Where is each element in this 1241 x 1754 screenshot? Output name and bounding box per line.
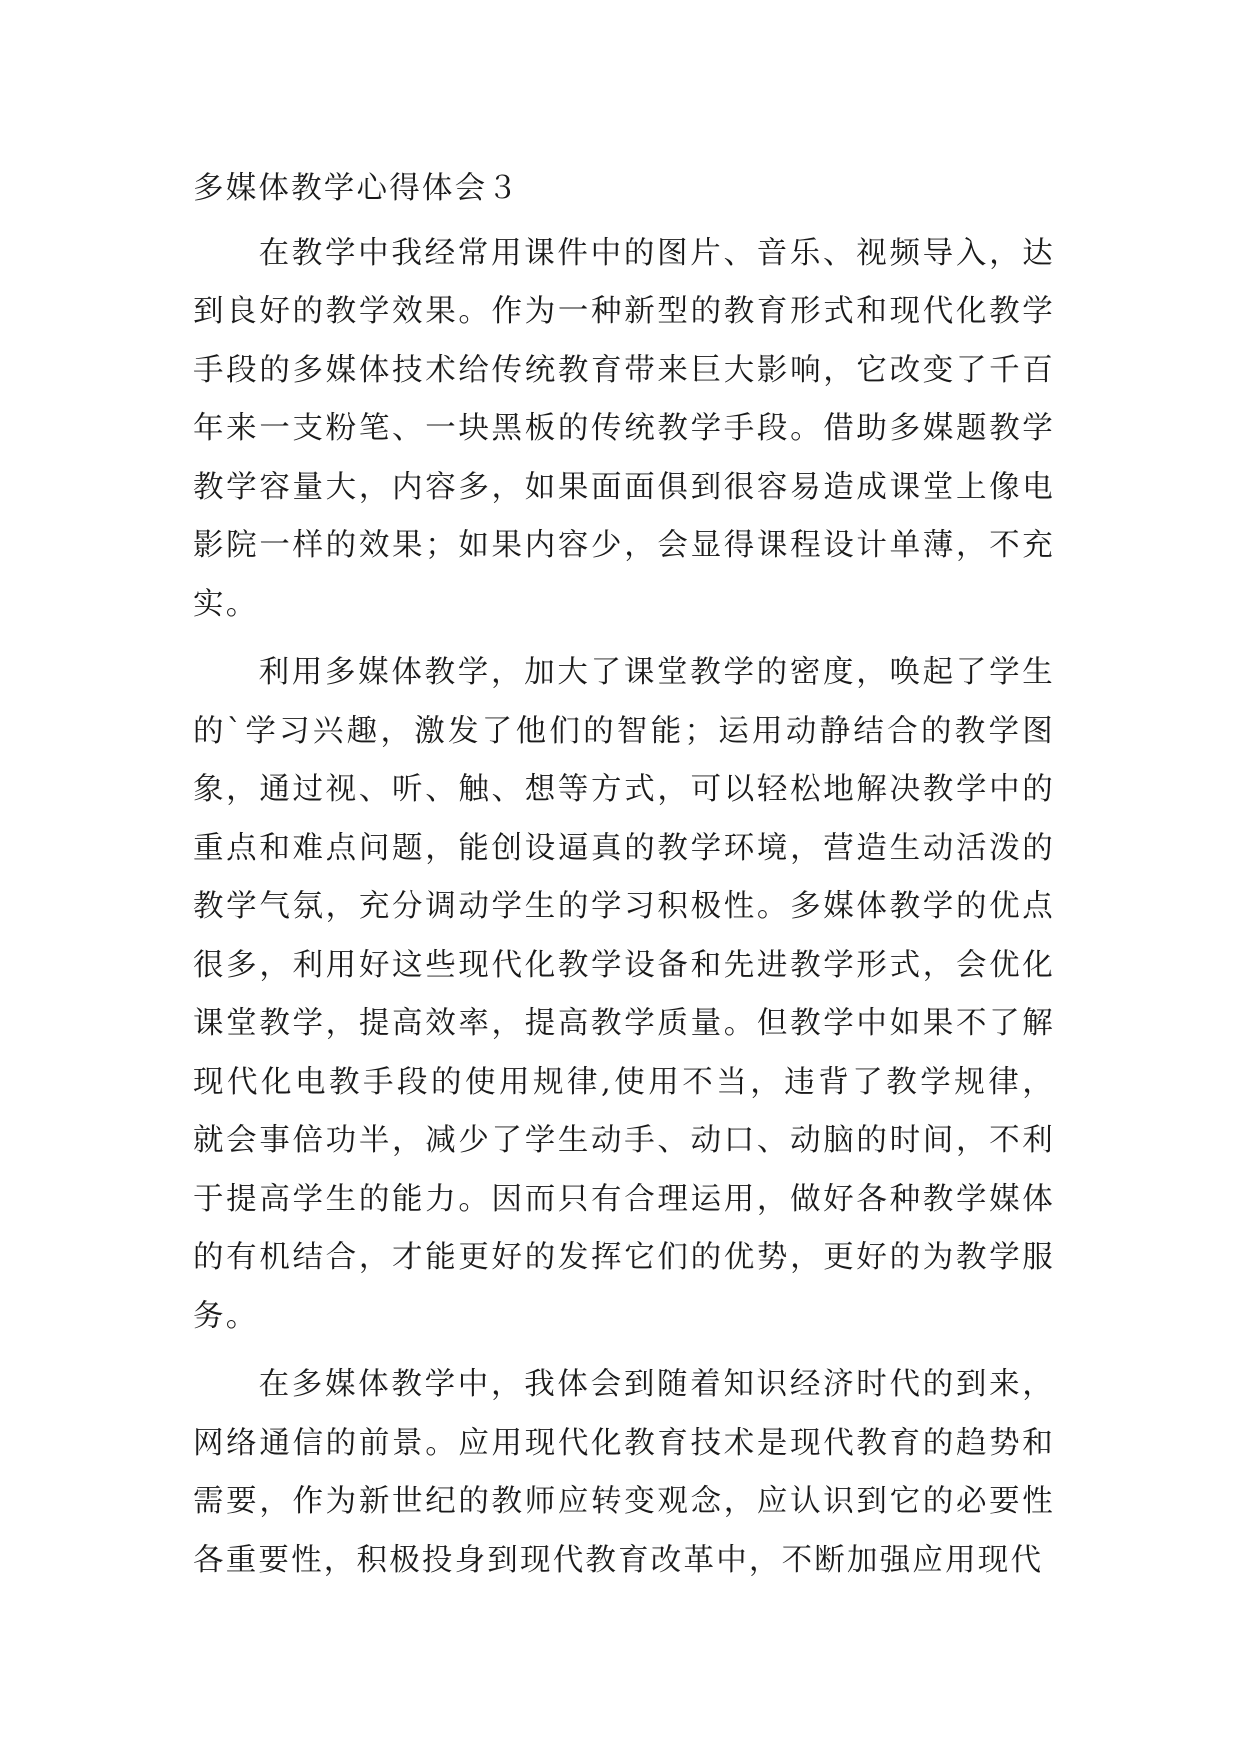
document-body	[193, 160, 1055, 1600]
paragraph-2: 利用多媒体教学，加大了课堂教学的密度，唤起了学生的`学习兴趣，激发了他们的智能；运用动静结合的教学图象，通过视、听、触、想等方式，可以轻松地解决教学中的重点和难点问题，能创设逼真的教学环境，营造生动活泼的教学气氛，充分调动学生的学习积极性。多媒体教学的优点很多，利用好这些现代化教学设备和先进教学形式，会优化课堂教学，提高效率，提高教学质量。但教学中如果不了解现代化电教手段的使用规律,使用不当，违背了教学规律，就会事倍功半，减少了学生动手、动口、动脑的时间，不利于提高学生的能力。因而只有合理运用，做好各种教学媒体的有机结合，才能更好的发挥它们的优势，更好的为教学服务。	[193, 655, 1055, 1334]
paragraph-1: 在教学中我经常用课件中的图片、音乐、视频导入，达到良好的教学效果。作为一种新型的教育形式和现代化教学手段的多媒体技术给传统教育带来巨大影响，它改变了千百年来一支粉笔、一块黑板的传统教学手段。借助多媒题教学教学容量大，内容多，如果面面俱到很容易造成课堂上像电影院一样的效果；如果内容少，会显得课程设计单薄，不充实。	[193, 235, 1055, 622]
paragraph-3: 在多媒体教学中，我体会到随着知识经济时代的到来，网络通信的前景。应用现代化教育技术是现代教育的趋势和需要，作为新世纪的教师应转变观念，应认识到它的必要性各重要性，积极投身到现代教育改革中，不断加强应用现代	[193, 1367, 1055, 1578]
document-title: 多媒体教学心得体会３	[193, 171, 520, 206]
